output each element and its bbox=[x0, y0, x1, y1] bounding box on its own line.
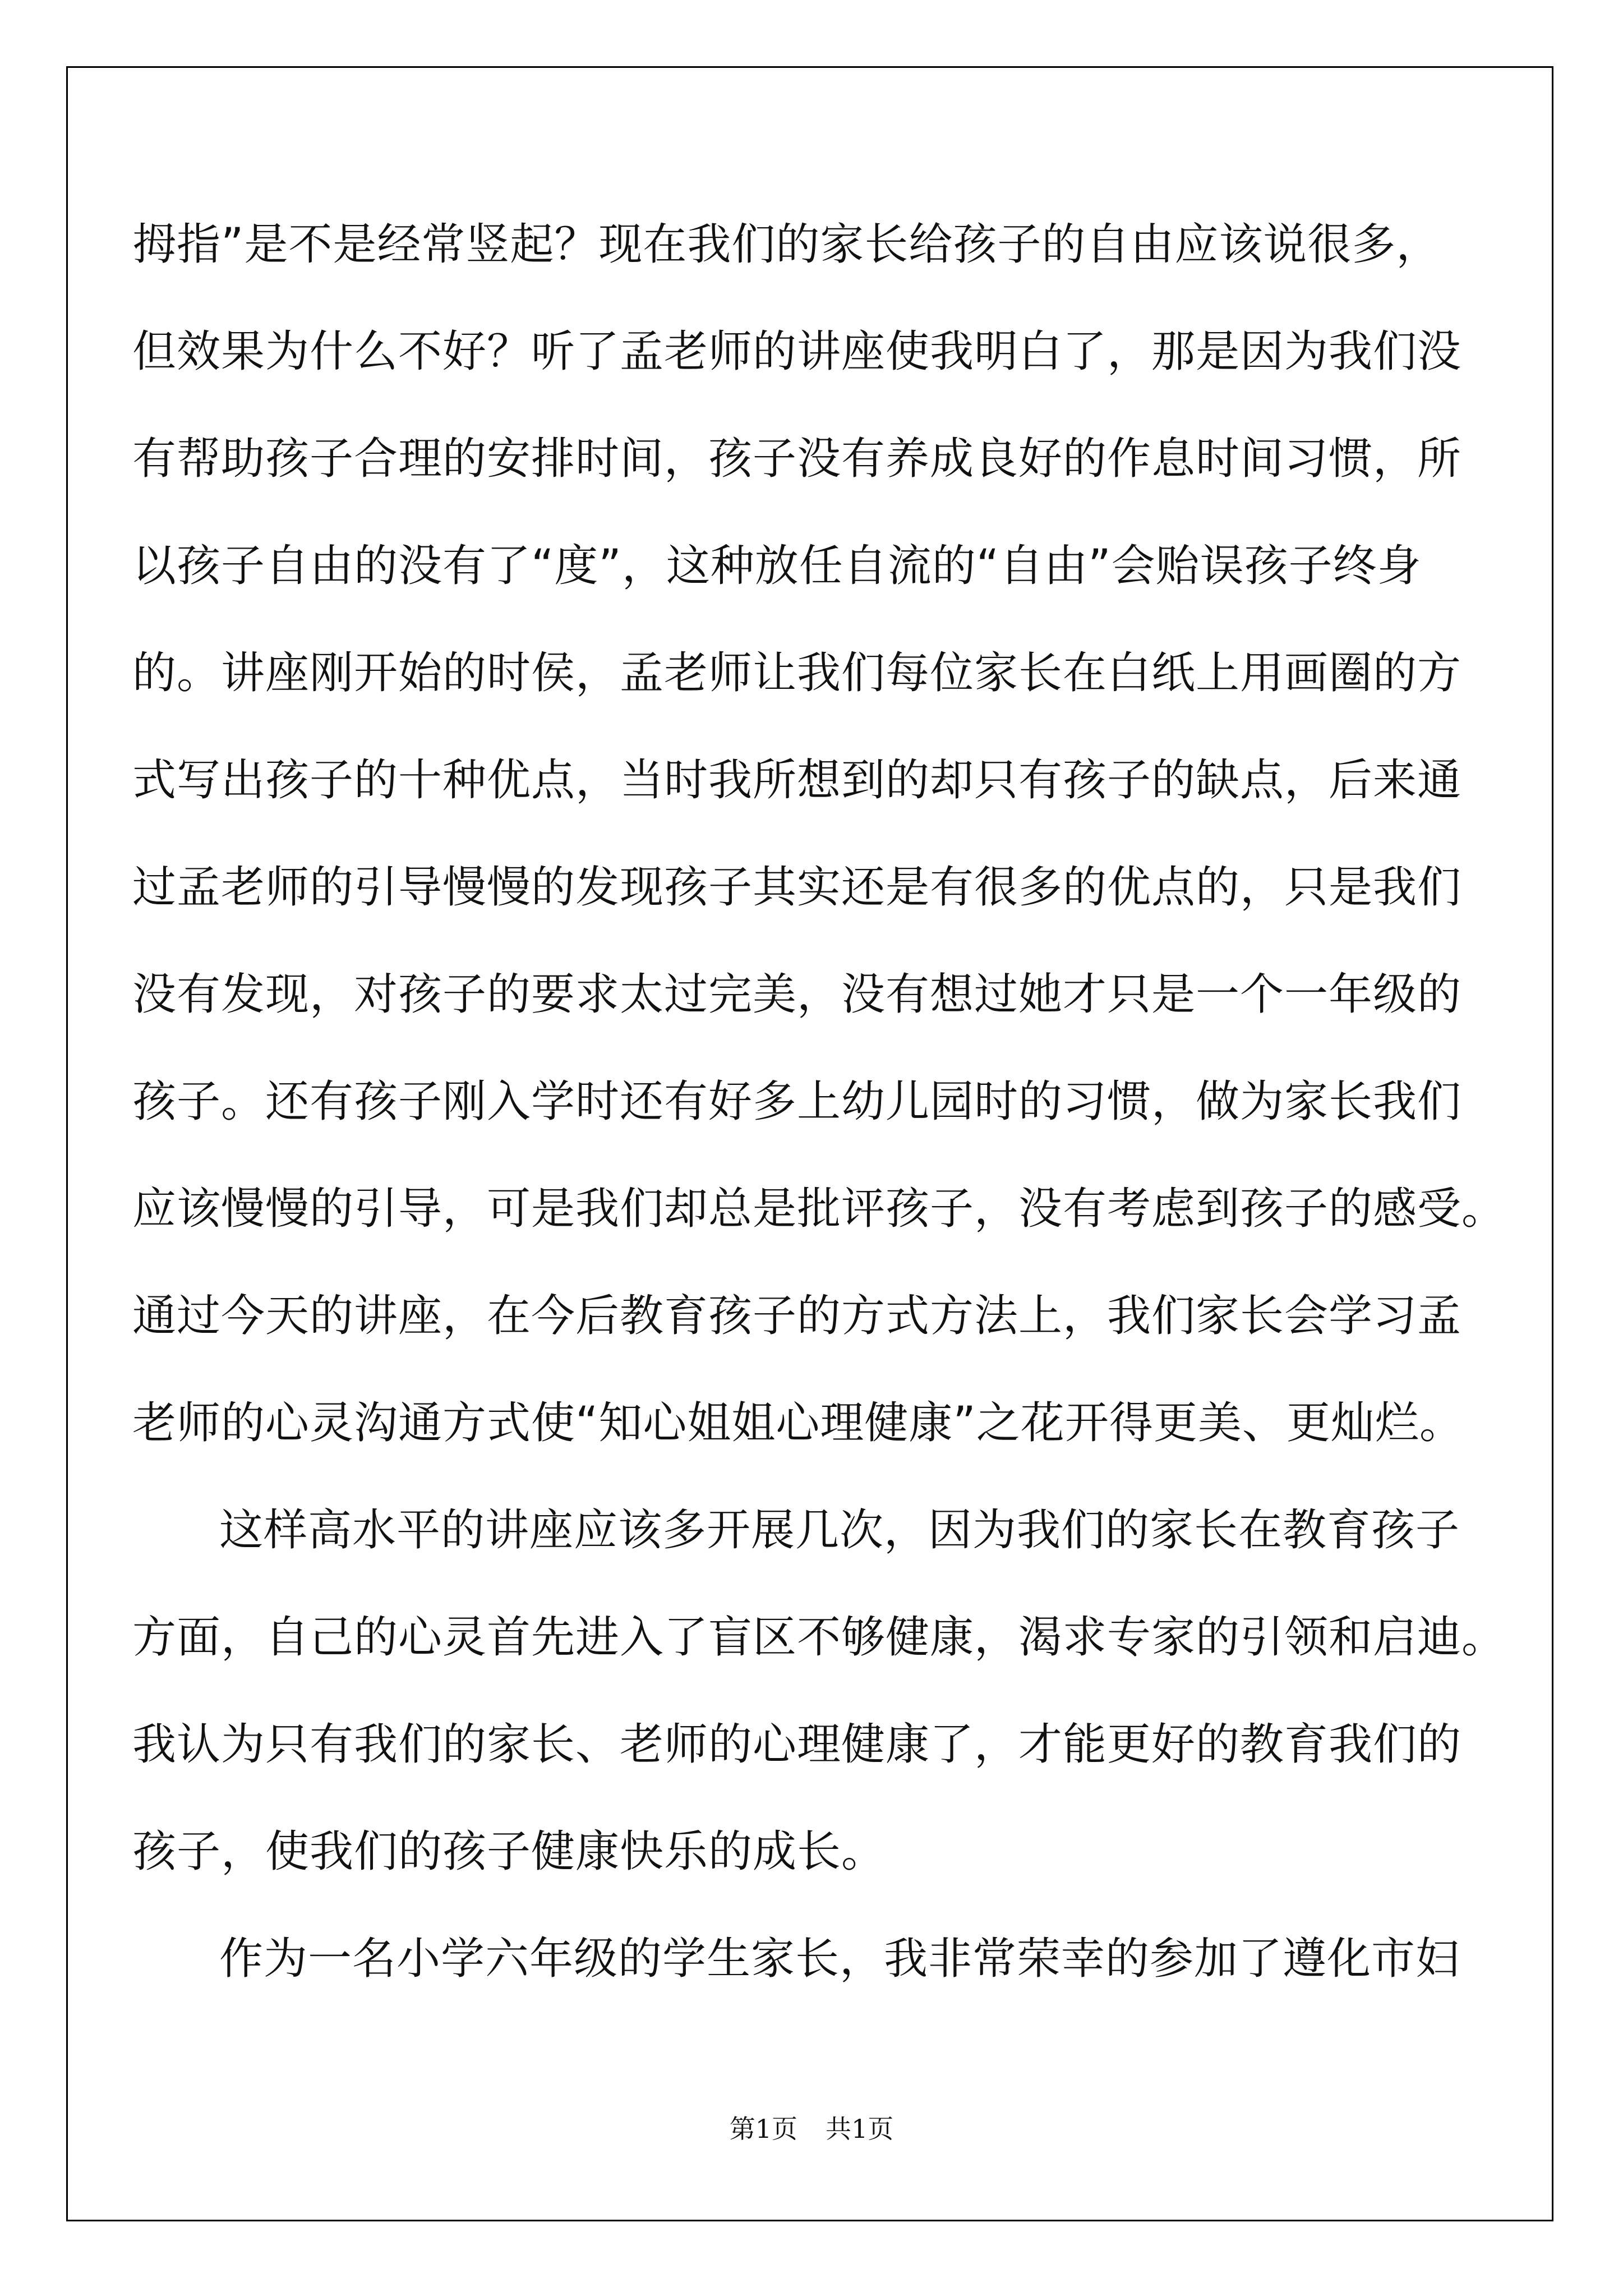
page-total: 共1页 bbox=[826, 2114, 894, 2144]
text-line: 通过今天的讲座，在今后教育孩子的方式方法上，我们家长会学习孟 bbox=[132, 1291, 1462, 1341]
text-line: 我认为只有我们的家长、老师的心理健康了，才能更好的教育我们的 bbox=[132, 1719, 1462, 1770]
text-line: 孩子。还有孩子刚入学时还有好多上幼儿园时的习惯，做为家长我们 bbox=[132, 1076, 1462, 1127]
text-line: 有帮助孩子合理的安排时间，孩子没有养成良好的作息时间习惯，所 bbox=[132, 434, 1462, 484]
text-line: 过孟老师的引导慢慢的发现孩子其实还是有很多的优点的，只是我们 bbox=[132, 862, 1462, 913]
paragraph-first-line: 这样高水平的讲座应该多开展几次，因为我们的家长在教育孩子 bbox=[219, 1505, 1460, 1556]
text-line: 拇指”是不是经常竖起？现在我们的家长给孩子的自由应该说很多， bbox=[132, 219, 1441, 270]
paragraph-first-line: 作为一名小学六年级的学生家长，我非常荣幸的参加了遵化市妇 bbox=[219, 1934, 1460, 1984]
page-footer bbox=[0, 2112, 1623, 2146]
text-line: 的。讲座刚开始的时侯，孟老师让我们每位家长在白纸上用画圈的方 bbox=[132, 648, 1462, 698]
text-line: 没有发现，对孩子的要求太过完美，没有想过她才只是一个一年级的 bbox=[132, 969, 1462, 1020]
text-line: 应该慢慢的引导，可是我们却总是批评孩子，没有考虑到孩子的感受。 bbox=[132, 1184, 1506, 1234]
text-line: 但效果为什么不好？听了孟老师的讲座使我明白了，那是因为我们没 bbox=[132, 326, 1462, 377]
text-line: 孩子，使我们的孩子健康快乐的成长。 bbox=[132, 1826, 886, 1877]
text-line: 式写出孩子的十种优点，当时我所想到的却只有孩子的缺点，后来通 bbox=[132, 755, 1462, 806]
page-border bbox=[66, 66, 1553, 2221]
page-number: 第1页 bbox=[729, 2114, 797, 2144]
text-line: 方面，自己的心灵首先进入了盲区不够健康，渴求专家的引领和启迪。 bbox=[132, 1612, 1506, 1663]
text-line: 老师的心灵沟通方式使“知心姐姐心理健康”之花开得更美、更灿烂。 bbox=[132, 1398, 1464, 1448]
text-line: 以孩子自由的没有了“度”，这种放任自流的“自由”会贻误孩子终身 bbox=[132, 541, 1422, 591]
